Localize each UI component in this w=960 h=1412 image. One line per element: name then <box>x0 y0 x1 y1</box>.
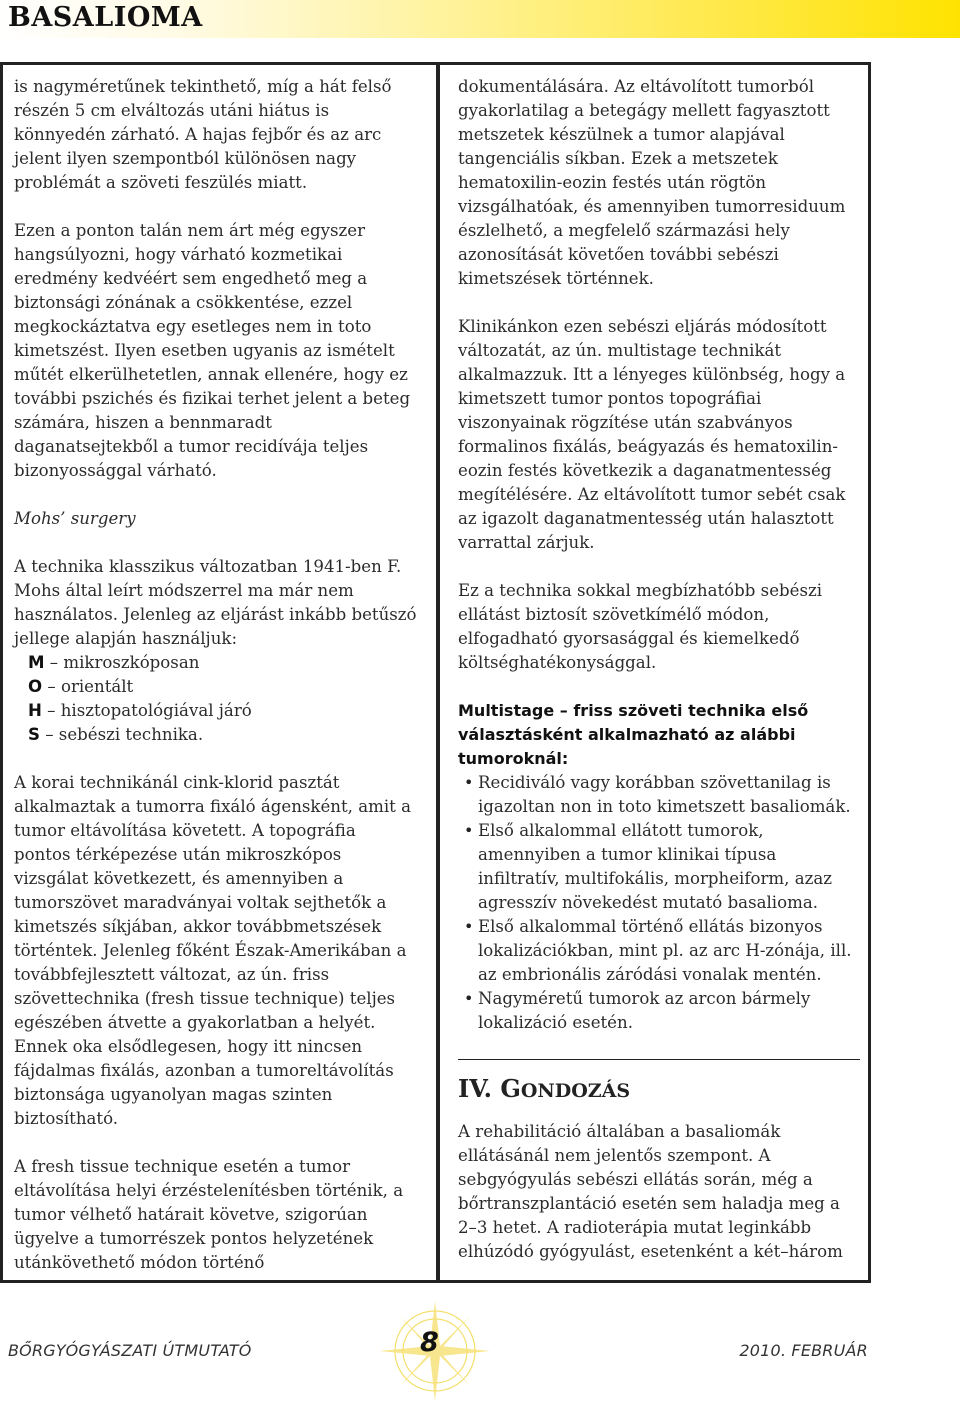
list-item: • Első alkalommal történő ellátás bizonyos lokalizációkban, mint pl. az arc H-zónája, ill. az embrionális záródási vonalak mentén. <box>458 915 862 987</box>
subheading-mohs-surgery: Mohs’ surgery <box>14 509 136 528</box>
paragraph: Ez a technika sokkal megbízhatóbb sebészi ellátást biztosít szövetkímélő módon, elfogadható gyorsasággal és kiemelkedő költséghatékonysággal. <box>458 581 823 672</box>
paragraph: Klinikánkon ezen sebészi eljárás módosított változatát, az ún. multistage technikát alkalmazzuk. Itt a lényeges különbség, hogy a kimetszett tumor pontos topográfiai viszonyainak rögzítése után szabványos formalinos fixálás, beágyazás és hematoxilin- eozin festés következik a daganatmentesség megítélésére. Az eltávolított tumor sebét csak az igazolt daganatmentesség után halasztott varrattal zárjuk. <box>458 317 846 552</box>
mohs-acronym-list <box>14 651 432 747</box>
paragraph: A fresh tissue technique esetén a tumor eltávolítása helyi érzéstelenítésben történik, a tumor vélhető határait követve, szigorúan ügyelve a tumorrészek pontos helyzetének utánkövethető módon történő <box>14 1157 404 1272</box>
paragraph: Ezen a ponton talán nem árt még egyszer hangsúlyozni, hogy várható kozmetikai eredmény kedvéért sem engedhető meg a biztonsági zónának a csökkentése, ezzel megkockáztatva egy esetleges nem in toto kimetszést. Ilyen esetben ugyanis az ismételt műtét elkerülhetetlen, annak ellenére, hogy ez további pszichés és fizikai terhet jelent a beteg számára, hiszen a bennmaradt daganatsejtekből a tumor recidívája teljes bizonyossággal várható. <box>14 221 411 480</box>
footer-publication-title: BŐRGYÓGYÁSZATI ÚTMUTATÓ <box>8 1341 252 1360</box>
page-number: 8 <box>420 1327 439 1358</box>
left-column <box>0 62 439 1283</box>
paragraph: dokumentálására. Az eltávolított tumorból gyakorlatilag a betegágy mellett fagyasztott metszetek készülnek a tumor alapjával tangenciális síkban. Ezek a metszetek hematoxilin-eozin festés után rögtön vizsgálhatóak, és amennyiben tumorresiduum észlelhető, a megfelelő származási hely azonosítását követően további sebészi kimetszések történnek. <box>458 77 846 288</box>
left-column-text <box>14 75 432 1299</box>
list-item: S – sebészi technika. <box>28 725 204 744</box>
indications-heading: Multistage – friss szöveti technika első választásként alkalmazható az alábbi tumoroknál: <box>458 701 809 768</box>
indications-list <box>458 771 862 1035</box>
right-column-text <box>458 75 862 1288</box>
paragraph: A korai technikánál cink-klorid pasztát alkalmaztak a tumorra fixáló ágensként, amit a tumor eltávolítása követett. A topográfia pontos térképezése után mikroszkópos vizsgálat következett, és amennyiben a tumorszövet maradványai voltak sejthetők a kimetszés síkjában, akkor továbbmetszések történtek. Jelenleg főként Észak-Amerikában a továbbfejlesztett változat, az ún. friss szövettechnika (fresh tissue technique) teljes egészében átvette a gyakorlatban a helyét. Ennek oka elsődlegesen, hogy itt nincsen fájdalmas fixálás, azonban a tumoreltávolítás biztonsága ugyanolyan magas szinten biztosítható. <box>14 773 411 1128</box>
section-title-gondozas: IV. GONDOZÁS <box>458 1074 631 1103</box>
footer-date: 2010. FEBRUÁR <box>739 1341 868 1360</box>
list-item: • Recidiváló vagy korábban szövettanilag is igazoltan non in toto kimetszett basaliomák. <box>458 771 862 819</box>
paragraph: is nagyméretűnek tekinthető, míg a hát felső részén 5 cm elváltozás utáni hiátus is könnyedén zárható. A hajas fejbőr és az arc jelent ilyen szempontból különösen nagy problémát a szöveti feszülés miatt. <box>14 77 392 192</box>
paragraph: A rehabilitáció általában a basaliomák ellátásánál nem jelentős szempont. A sebgyógyulás sebészi ellátás során, még a bőrtranszplantáció esetén sem haladja meg a 2–3 hetet. A radioterápia mutat leginkább elhúzódó gyógyulást, esetenként a két–három <box>458 1122 843 1261</box>
list-item: • Nagyméretű tumorok az arcon bármely lokalizáció esetén. <box>458 987 862 1035</box>
list-item: O – orientált <box>28 677 134 696</box>
paragraph: A technika klasszikus változatban 1941-ben F. Mohs által leírt módszerrel ma már nem használatos. Jelenleg az eljárást inkább betűszó jellege alapján használjuk: <box>14 557 417 648</box>
page-title: BASALIOMA <box>8 2 203 33</box>
right-column <box>437 62 871 1283</box>
section-divider <box>458 1059 860 1060</box>
list-item: • Első alkalommal ellátott tumorok, amennyiben a tumor klinikai típusa infiltratív, multifokális, morpheiform, azaz agresszív növekedést mutató basalioma. <box>458 819 862 915</box>
list-item: M – mikroszkóposan <box>28 653 200 672</box>
list-item: H – hisztopatológiával járó <box>28 701 252 720</box>
header-band <box>0 0 960 38</box>
